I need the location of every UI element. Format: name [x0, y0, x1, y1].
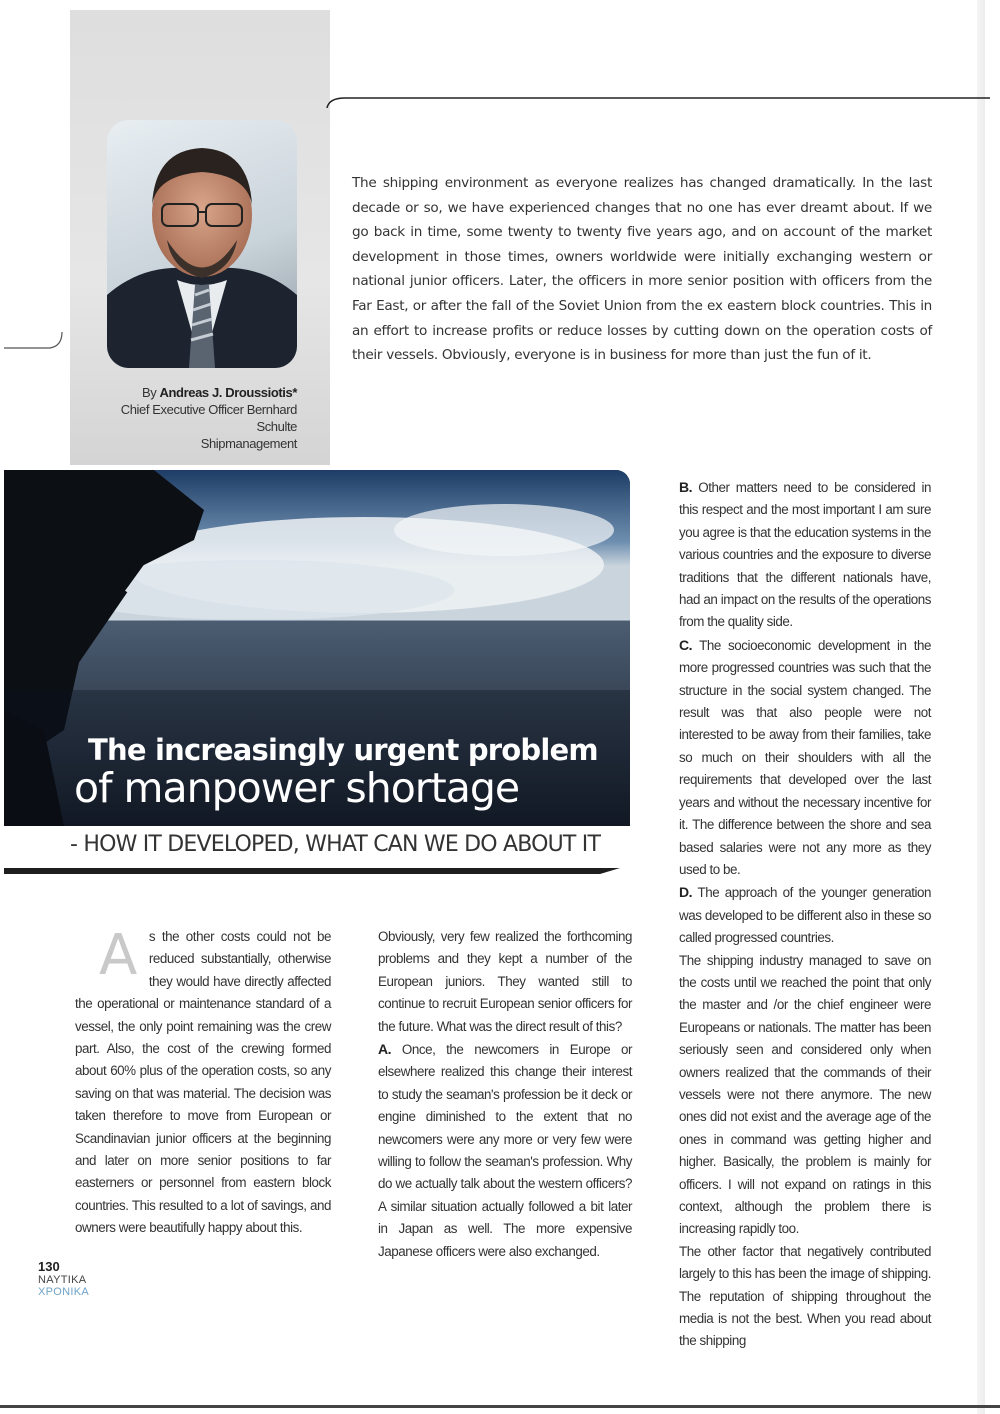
point-c-label: C. — [679, 636, 693, 653]
magazine-name-line-1: ΝΑΥΤΙΚΑ — [38, 1274, 87, 1286]
col-3-paragraph-2: The shipping industry managed to save on the costs until we reached the point that only the master and /or the chief engineer were Europeans or nationals. The matter has been seriously seen and considered only when owners realized that the commands of their vessels were not there anymore. The new ones did not exist and the average age of the ones in command was getting higher and higher. Basically, the problem is mainly for officers. I will not expand on ratings in this context, although the problem there is increasing rapidly too. — [679, 952, 931, 1237]
headline-line-2: of manpower shortage — [74, 764, 520, 812]
point-a-text: Once, the newcomers in Europe or elsewhere realized this change their interest to study the seaman's profession be it deck or engine diminished to the extent that no newcomers were any more or very few were willing to follow the seaman's profession. Why do we actually talk about the western officers? A similar situation actually followed a bit later in Japan as well. The more expensive Japanese officers were also exchanged. — [378, 1042, 632, 1259]
page-number: 130 — [38, 1259, 60, 1274]
bottom-rule — [0, 1405, 1000, 1408]
col-3-paragraph-3: The other factor that negatively contributed largely to this has been the image of shipping. The reputation of shipping throughout the media is not the best. When you read about the shipping — [679, 1243, 931, 1349]
headline-line-1: The increasingly urgent problem — [88, 733, 598, 767]
left-margin-curve — [4, 328, 64, 352]
point-d-label: D. — [679, 884, 693, 901]
author-name: Andreas J. Droussiotis* — [159, 385, 297, 400]
drop-cap: A — [99, 923, 137, 988]
magazine-name-line-2: ΧΡΟΝΙΚΑ — [38, 1286, 90, 1298]
col-1-paragraph: s the other costs could not be reduced substantially, otherwise they would have directly affected the operational or maintenance standard of a vessel, the only point remaining was the crew part. Also, the cost of the crewing formed about 60% plus of the operation costs, so any saving on that was material. The decision was taken therefore to move from European or Scandinavian junior officers at the beginning and later on more senior positions to far easterners or personnel from eastern block countries. This resulted to a lot of savings, and owners were beautifully happy about this. — [75, 929, 331, 1236]
subtitle-rule — [4, 866, 620, 876]
point-b-label: B. — [679, 479, 693, 495]
page-edge-shadow — [977, 0, 985, 1414]
body-column-2 — [378, 926, 632, 1263]
point-c-text: The socioeconomic development in the more progressed countries was such that the structure in the social system changed. The result was that also people were not interested to be away from their families, take so much on their shoulders with all the requirements that developed over the last years and without the necessary incentive for it. The difference between the shore and sea based salaries were not any more as they used to be. — [679, 637, 931, 877]
point-b-text: Other matters need to be considered in this respect and the most important I am sure you agree is that the education systems in the various countries and the exposure to diverse traditions that the different nationals have, had an impact on the results of the operations from the quality side. — [679, 480, 931, 630]
col-3-point-b — [679, 476, 931, 634]
headline-subtitle: - HOW IT DEVELOPED, WHAT CAN WE DO ABOUT IT — [70, 832, 601, 857]
intro-paragraph: The shipping environment as everyone realizes has changed dramatically. In the last decade or so, we have experienced changes that no one has ever dreamt about. If we go back in time, some twenty to twenty five years ago, and on account of the market development in those times, owners worldwide were initially exchanging western or national junior officers. Later, the officers in more senior position with officers from the Far East, or after the fall of the Soviet Union from the ex eastern block countries. This in an effort to increase profits or reduce losses by cutting down on the operation costs of their vessels. Obviously, everyone is in business for more than just the fun of it. — [352, 175, 932, 364]
col-2-paragraph-1: Obviously, very few realized the forthcoming problems and they kept a number of the European juniors. They wanted still to continue to recruit European senior officers for the future. What was the direct result of this? — [378, 929, 632, 1034]
author-portrait — [107, 120, 297, 368]
author-byline — [80, 384, 297, 452]
byline-by: By — [141, 385, 157, 400]
top-rule — [325, 96, 990, 108]
author-company: Shipmanagement — [200, 436, 297, 451]
body-column-1 — [75, 923, 331, 1240]
col-3-point-c — [679, 634, 931, 881]
point-a-label: A. — [378, 1041, 392, 1058]
body-column-3 — [679, 476, 931, 1353]
point-d-text: The approach of the younger generation was developed to be different also in these so called progressed countries. — [679, 885, 931, 946]
col-2-point-a — [378, 1038, 632, 1263]
col-3-point-d — [679, 881, 931, 949]
author-role: Chief Executive Officer Bernhard Schulte — [120, 402, 297, 434]
